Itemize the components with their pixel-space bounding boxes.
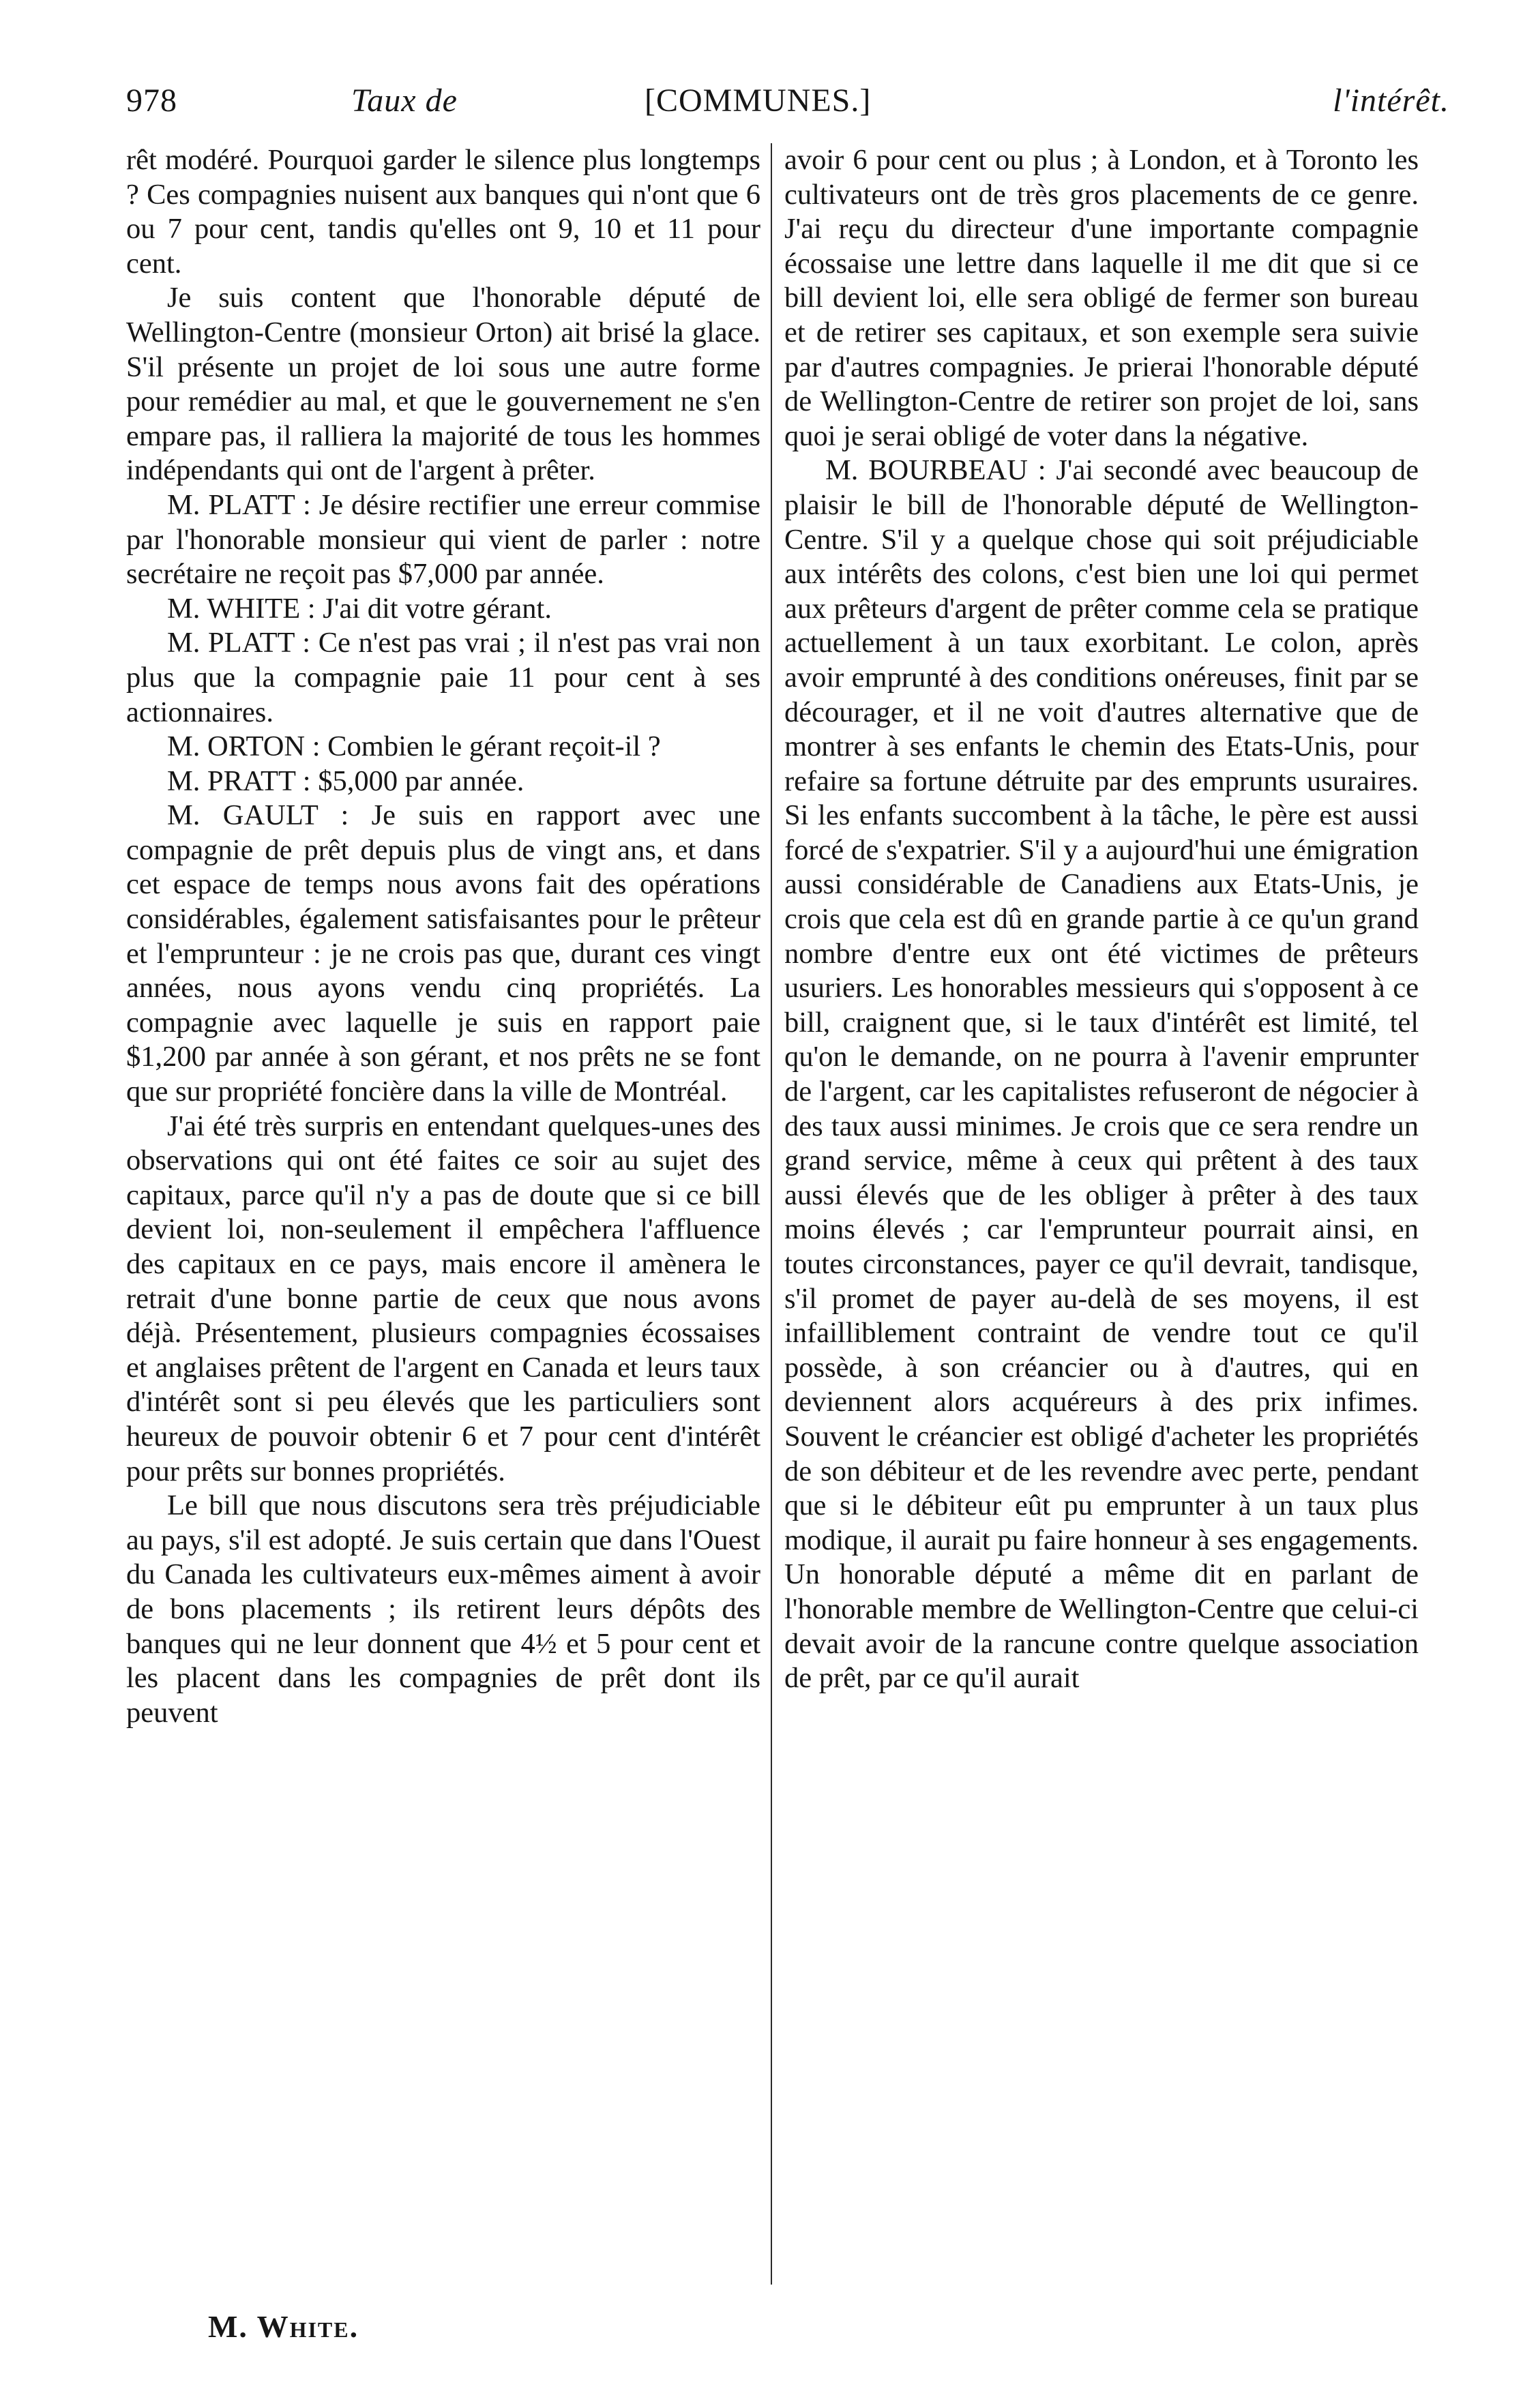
footer-signature: M. White. bbox=[208, 2309, 359, 2344]
paragraph: Je suis content que l'honorable député de Wellington-Centre (monsieur Orton) ait brisé la glace. S'il présente un projet de loi sous une autre forme pour remédier au mal, et que le gouvernement ne s'en empare pas, il ralliera la majorité de tous les hommes indépendants qui ont de l'argent à prêter. bbox=[126, 282, 760, 487]
paragraph: M. PLATT : Ce n'est pas vrai ; il n'est pas vrai non plus que la compagnie paie 11 pour cent à ses actionnaires. bbox=[126, 627, 760, 728]
text-columns bbox=[126, 143, 1463, 2285]
running-title-center: [COMMUNES.] bbox=[645, 83, 872, 119]
paragraph: J'ai été très surpris en entendant quelques-unes des observations qui ont été faites ce soir au sujet des capitaux, parce qu'il n'y a pas de doute que si ce bill devient loi, non-seulement il empêchera l'affluence des capitaux en ce pays, mais encore il amènera le retrait d'une bonne partie de ceux que nous avons déjà. Présentement, plusieurs compagnies écossaises et anglaises prêtent de l'argent en Canada et leurs taux d'intérêt sont si peu élevés que les particuliers sont heureux de pouvoir obtenir 6 et 7 pour cent d'intérêt pour prêts sur bonnes propriétés. bbox=[126, 1110, 760, 1487]
document-page bbox=[126, 61, 1463, 2380]
paragraph: M. ORTON : Combien le gérant reçoit-il ? bbox=[167, 730, 661, 763]
page-number: 978 bbox=[126, 83, 177, 119]
paragraph: M. PRATT : $5,000 par année. bbox=[167, 764, 524, 797]
running-title-left: Taux de bbox=[351, 83, 458, 119]
paragraph: M. WHITE : J'ai dit votre gérant. bbox=[167, 592, 552, 625]
column-divider bbox=[771, 143, 772, 2285]
paragraph: rêt modéré. Pourquoi garder le silence plus longtemps ? Ces compagnies nuisent aux banques qui n'ont que 6 ou 7 pour cent, tandis qu'elles ont 9, 10 et 11 pour cent. bbox=[126, 144, 760, 280]
paragraph: M. GAULT : Je suis en rapport avec une compagnie de prêt depuis plus de vingt ans, et dans cet espace de temps nous avons fait des opérations considérables, également satisfaisantes pour le prêteur et l'emprunteur : je ne crois pas que, durant ces vingt années, nous ayons vendu cinq propriétés. La compagnie avec laquelle je suis en rapport paie $1,200 par année à son gérant, et nos prêts ne se font que sur propriété foncière dans la ville de Montréal. bbox=[126, 799, 760, 1108]
page-header bbox=[126, 61, 1463, 136]
left-column bbox=[126, 143, 760, 1730]
running-title-right: l'intérêt. bbox=[1333, 83, 1449, 119]
right-column bbox=[784, 143, 1419, 1696]
paragraph: avoir 6 pour cent ou plus ; à London, et à Toronto les cultivateurs ont de très gros placements de ce genre. J'ai reçu du directeur d'une importante compagnie écossaise une lettre dans laquelle il me dit que si ce bill devient loi, elle sera obligé de fermer son bureau et de retirer ses capitaux, et son exemple sera suivie par d'autres compagnies. Je prierai l'honorable député de Wellington-Centre de retirer son projet de loi, sans quoi je serai obligé de voter dans la négative. bbox=[784, 144, 1419, 452]
paragraph: Le bill que nous discutons sera très préjudiciable au pays, s'il est adopté. Je suis certain que dans l'Ouest du Canada les cultivateurs eux-mêmes aiment à avoir de bons placements ; ils retirent leurs dépôts des banques qui ne leur donnent que 4½ et 5 pour cent et les placent dans les compagnies de prêt dont ils peuvent bbox=[126, 1489, 760, 1729]
paragraph: M. PLATT : Je désire rectifier une erreur commise par l'honorable monsieur qui vient de parler : notre secrétaire ne reçoit pas $7,000 par année. bbox=[126, 488, 760, 591]
paragraph: M. BOURBEAU : J'ai secondé avec beaucoup de plaisir le bill de l'honorable député de Wellington-Centre. S'il y a quelque chose qui soit préjudiciable aux intérêts des colons, c'est bien une loi qui permet aux prêteurs d'argent de prêter comme cela se pratique actuellement à un taux exorbitant. Le colon, après avoir emprunté à des conditions onéreuses, finit par se décourager, et il ne voit d'autres alternative que de montrer à ses enfants le chemin des Etats-Unis, pour refaire sa fortune détruite par des emprunts usuraires. Si les enfants succombent à la tâche, le père est aussi forcé de s'expatrier. S'il y a aujourd'hui une émigration aussi considérable de Canadiens aux Etats-Unis, je crois que cela est dû en grande partie à ce qu'un grand nombre d'entre eux ont été victimes de prêteurs usuriers. Les honorables messieurs qui s'opposent à ce bill, craignent que, si le taux d'intérêt est limité, tel qu'on le demande, on ne pourra à l'avenir emprunter de l'argent, car les capitalistes refuseront de négocier à des taux aussi minimes. Je crois que ce sera rendre un grand service, même à ceux qui prêtent à des taux aussi élevés que de les obliger à prêter à des taux moins élevés ; car l'emprunteur pourrait ainsi, en toutes circonstances, payer ce qu'il devrait, tandisque, s'il promet de payer au-delà de ses moyens, il est infailliblement contraint de vendre tout ce qu'il possède, à son créancier ou à d'autres, qui en deviennent alors acquéreurs à des prix infimes. Souvent le créancier est obligé d'acheter les propriétés de son débiteur et de les revendre avec perte, pendant que si le débiteur eût pu emprunter à un taux plus modique, il aurait pu faire honneur à ses engagements. Un honorable député a même dit en parlant de l'honorable membre de Wellington-Centre que celui-ci devait avoir de la rancune contre quelque association de prêt, par ce qu'il aurait bbox=[784, 454, 1419, 1695]
